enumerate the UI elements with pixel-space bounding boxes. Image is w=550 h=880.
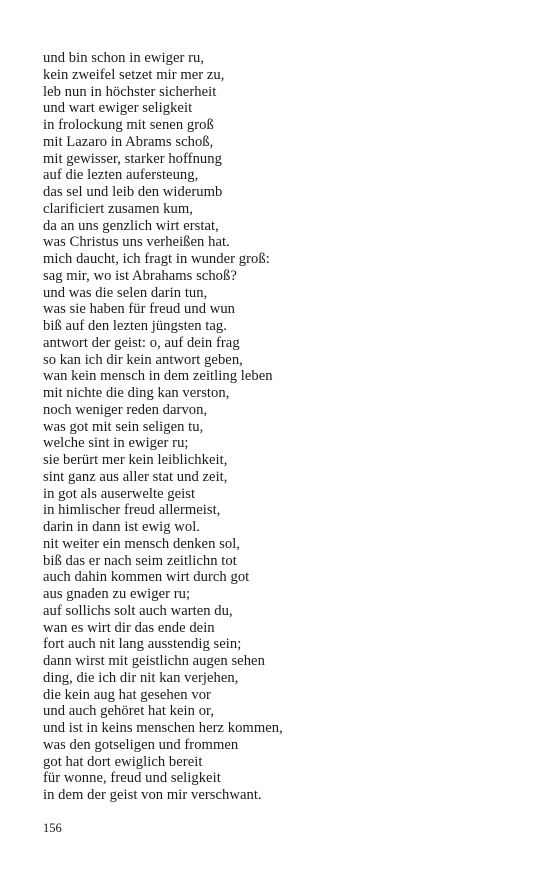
poem-line: was sie haben für freud und wun: [43, 301, 236, 318]
poem-line: aus gnaden zu ewiger ru;: [43, 586, 191, 602]
poem-line: mit Lazaro in Abrams schoß,: [43, 133, 214, 150]
poem-line: was den gotseligen und frommen: [43, 736, 239, 753]
poem-line: noch weniger reden darvon,: [43, 401, 208, 418]
poem-line: und ist in keins menschen herz kommen,: [43, 720, 283, 736]
poem-line: in got als auserwelte geist: [43, 485, 196, 502]
poem-line: sie berürt mer kein leiblichkeit,: [43, 452, 228, 468]
poem-line: in himlischer freud allermeist,: [43, 502, 221, 519]
poem-line: wan es wirt dir das ende dein: [43, 619, 215, 636]
poem-line: nit weiter ein mensch denken sol,: [43, 535, 240, 552]
poem-line: antwort der geist: o, auf dein frag: [43, 334, 240, 351]
poem-line: was got mit sein seligen tu,: [43, 418, 204, 435]
poem-line: sint ganz aus aller stat und zeit,: [43, 468, 228, 485]
poem-line: wan kein mensch in dem zeitling leben: [43, 368, 273, 385]
poem-line: mit gewisser, starker hoffnung: [43, 150, 222, 167]
poem-line: kein zweifel setzet mir mer zu,: [43, 66, 225, 83]
poem-line: und auch gehöret hat kein or,: [43, 703, 215, 720]
poem-line: clarificiert zusamen kum,: [43, 200, 193, 217]
poem-line: und bin schon in ewiger ru,: [43, 50, 205, 66]
poem-line: mit nichte die ding kan verston,: [43, 385, 230, 401]
poem-line: für wonne, freud und seligkeit: [43, 770, 221, 787]
poem-line: in dem der geist von mir verschwant.: [43, 787, 262, 803]
poem-line: auf die lezten auferstеung,: [43, 167, 199, 184]
poem-line: auf sollichs solt auch warten du,: [43, 602, 233, 619]
page-number: 156: [43, 821, 62, 835]
poem-line: auch dahin kommen wirt durch got: [43, 569, 250, 586]
poem-line: was Christus uns verheißen hat.: [43, 234, 230, 251]
poem-line: ding, die ich dir nit kan verjehen,: [43, 669, 239, 686]
poem-line: sag mir, wo ist Abrahams schoß?: [43, 267, 237, 284]
poem-line: got hat dort ewiglich bereit: [43, 753, 203, 770]
poem-line: mich daucht, ich fragt in wunder groß:: [43, 251, 270, 267]
poem-line: biß auf den lezten jüngsten tag.: [43, 318, 227, 334]
poem-line: dann wirst mit geistlichn augen sehen: [43, 653, 265, 669]
poem-line: leb nun in höchster sicherheit: [43, 83, 217, 100]
poem-line: biß das er nach seim zeitlichn tot: [43, 552, 237, 569]
poem-line: welche sint in ewiger ru;: [43, 435, 189, 452]
poem-line: und wart ewiger seligkeit: [43, 100, 193, 117]
poem-line: da an uns genzlich wirt erstat,: [43, 217, 219, 234]
poem-line: die kein aug hat gesehen vor: [43, 686, 211, 703]
poem-line: und was die selen darin tun,: [43, 284, 208, 301]
poem-line: so kan ich dir kein antwort geben,: [43, 351, 243, 368]
poem-line: fort auch nit lang ausstendig sein;: [43, 636, 242, 653]
poem-line: darin in dann ist ewig wol.: [43, 519, 200, 535]
poem-line: in frolockung mit senen groß: [43, 117, 214, 133]
poem-line: das sel und leib den widerumb: [43, 184, 223, 200]
poem-text: [43, 50, 283, 804]
